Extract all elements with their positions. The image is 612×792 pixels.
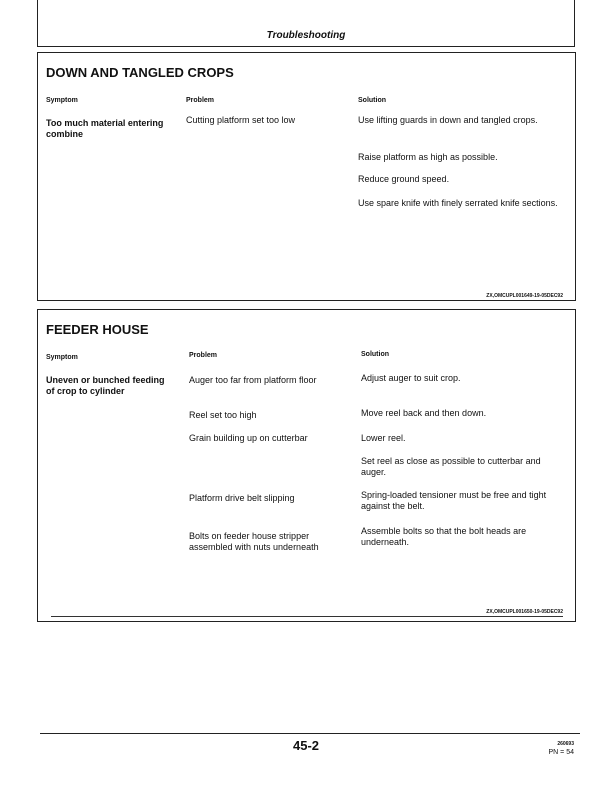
solution-text: Spring-loaded tensioner must be free and tight against the belt.: [361, 490, 547, 511]
column-header-problem: Problem: [186, 97, 215, 104]
problem-text: Bolts on feeder house stripper assembled with nuts underneath: [189, 531, 319, 552]
solution-text: Set reel as close as possible to cutterbar and auger.: [361, 456, 541, 477]
section-title: FEEDER HOUSE: [46, 322, 149, 337]
solution-text: Move reel back and then down.: [361, 408, 487, 418]
section-bottom-rule: [51, 616, 563, 617]
section-feeder-house: [37, 309, 576, 622]
column-header-problem: Problem: [189, 352, 218, 359]
problem-text: Reel set too high: [189, 410, 257, 420]
column-header-symptom: Symptom: [46, 354, 78, 361]
solution-text: Use lifting guards in down and tangled crops.: [358, 115, 538, 125]
problem-text: Platform drive belt slipping: [189, 493, 295, 503]
column-header-solution: Solution: [361, 351, 389, 358]
page-number-pn: PN = 54: [548, 749, 574, 756]
column-header-symptom: Symptom: [46, 97, 78, 104]
footer-rule: [40, 733, 580, 734]
solution-text: Lower reel.: [361, 433, 406, 443]
reference-code: ZX,OMCUPL001649-19-05DEC92: [486, 293, 563, 299]
solution-text: Use spare knife with finely serrated knife sections.: [358, 198, 558, 208]
solution-text: Reduce ground speed.: [358, 174, 450, 184]
page-number: 45-2: [292, 738, 320, 753]
footer-code: 260693: [557, 741, 574, 747]
section-title: DOWN AND TANGLED CROPS: [46, 65, 234, 80]
solution-text: Assemble bolts so that the bolt heads are underneath.: [361, 526, 527, 547]
column-header-solution: Solution: [358, 97, 386, 104]
solution-text: Adjust auger to suit crop.: [361, 373, 461, 383]
problem-text: Grain building up on cutterbar: [189, 433, 308, 443]
problem-text: Auger too far from platform floor: [189, 375, 317, 385]
header-title: Troubleshooting: [266, 30, 346, 41]
reference-code: ZX,OMCUPL001650-19-05DEC92: [486, 609, 563, 615]
solution-text: Raise platform as high as possible.: [358, 152, 498, 162]
symptom-text: Uneven or bunched feeding of crop to cylinder: [46, 375, 165, 396]
section-down-and-tangled-crops: [37, 52, 576, 301]
symptom-text: Too much material entering combine: [46, 118, 164, 139]
problem-text: Cutting platform set too low: [186, 115, 296, 125]
page-header: [37, 0, 575, 47]
